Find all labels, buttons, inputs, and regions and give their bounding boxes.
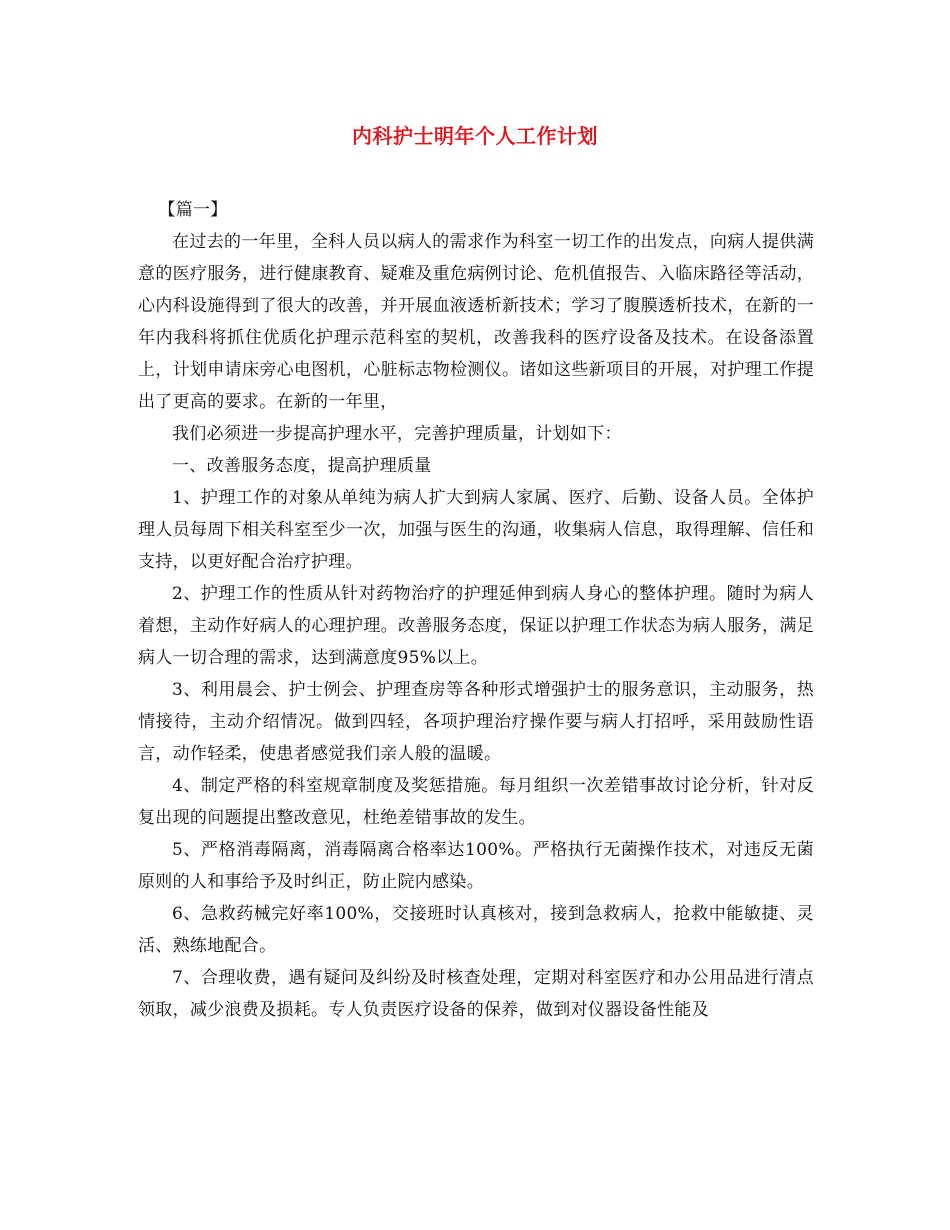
document-body: [138, 194, 814, 1026]
paragraph-item-7: 7、合理收费，遇有疑问及纠纷及时核查处理，定期对科室医疗和办公用品进行清点领取，减少浪费及损耗。专人负责医疗设备的保养，做到对仪器设备性能及: [138, 968, 814, 1020]
page-title: 内科护士明年个人工作计划: [352, 124, 598, 148]
section-heading-1: 一、改善服务态度，提高护理质量: [172, 456, 432, 476]
paragraph-item-2: 2、护理工作的性质从针对药物治疗的护理延伸到病人身心的整体护理。随时为病人着想，主动作好病人的心理护理。改善服务态度，保证以护理工作状态为病人服务，满足病人一切合理的需求，达到满意度95%以上。: [138, 584, 814, 668]
paragraph-plan-lead: 我们必须进一步提高护理水平，完善护理质量，计划如下：: [172, 424, 622, 444]
paragraph-intro: 在过去的一年里，全科人员以病人的需求作为科室一切工作的出发点，向病人提供满意的医疗服务，进行健康教育、疑难及重危病例讨论、危机值报告、入临床路径等活动，心内科设施得到了很大的改善，并开展血液透析新技术；学习了腹膜透析技术，在新的一年内我科将抓住优质化护理示范科室的契机，改善我科的医疗设备及技术。在设备添置上，计划申请床旁心电图机，心脏标志物检测仪。诸如这些新项目的开展，对护理工作提出了更高的要求。在新的一年里，: [138, 232, 814, 412]
paragraph-item-6: 6、急救药械完好率100%，交接班时认真核对，接到急救病人，抢救中能敏捷、灵活、熟练地配合。: [138, 904, 814, 956]
paragraph-item-3: 3、利用晨会、护士例会、护理查房等各种形式增强护士的服务意识，主动服务，热情接待，主动介绍情况。做到四轻，各项护理治疗操作要与病人打招呼，采用鼓励性语言，动作轻柔，使患者感觉我们亲人般的温暖。: [138, 680, 814, 764]
paragraph-item-1: 1、护理工作的对象从单纯为病人扩大到病人家属、医疗、后勤、设备人员。全体护理人员每周下相关科室至少一次，加强与医生的沟通，收集病人信息，取得理解、信任和支持，以更好配合治疗护理。: [138, 488, 814, 572]
section-label: 【篇一】: [158, 200, 228, 220]
paragraph-item-4: 4、制定严格的科室规章制度及奖惩措施。每月组织一次差错事故讨论分析，针对反复出现的问题提出整改意见，杜绝差错事故的发生。: [138, 776, 814, 828]
paragraph-item-5: 5、严格消毒隔离，消毒隔离合格率达100%。严格执行无菌操作技术，对违反无菌原则的人和事给予及时纠正，防止院内感染。: [138, 840, 814, 892]
